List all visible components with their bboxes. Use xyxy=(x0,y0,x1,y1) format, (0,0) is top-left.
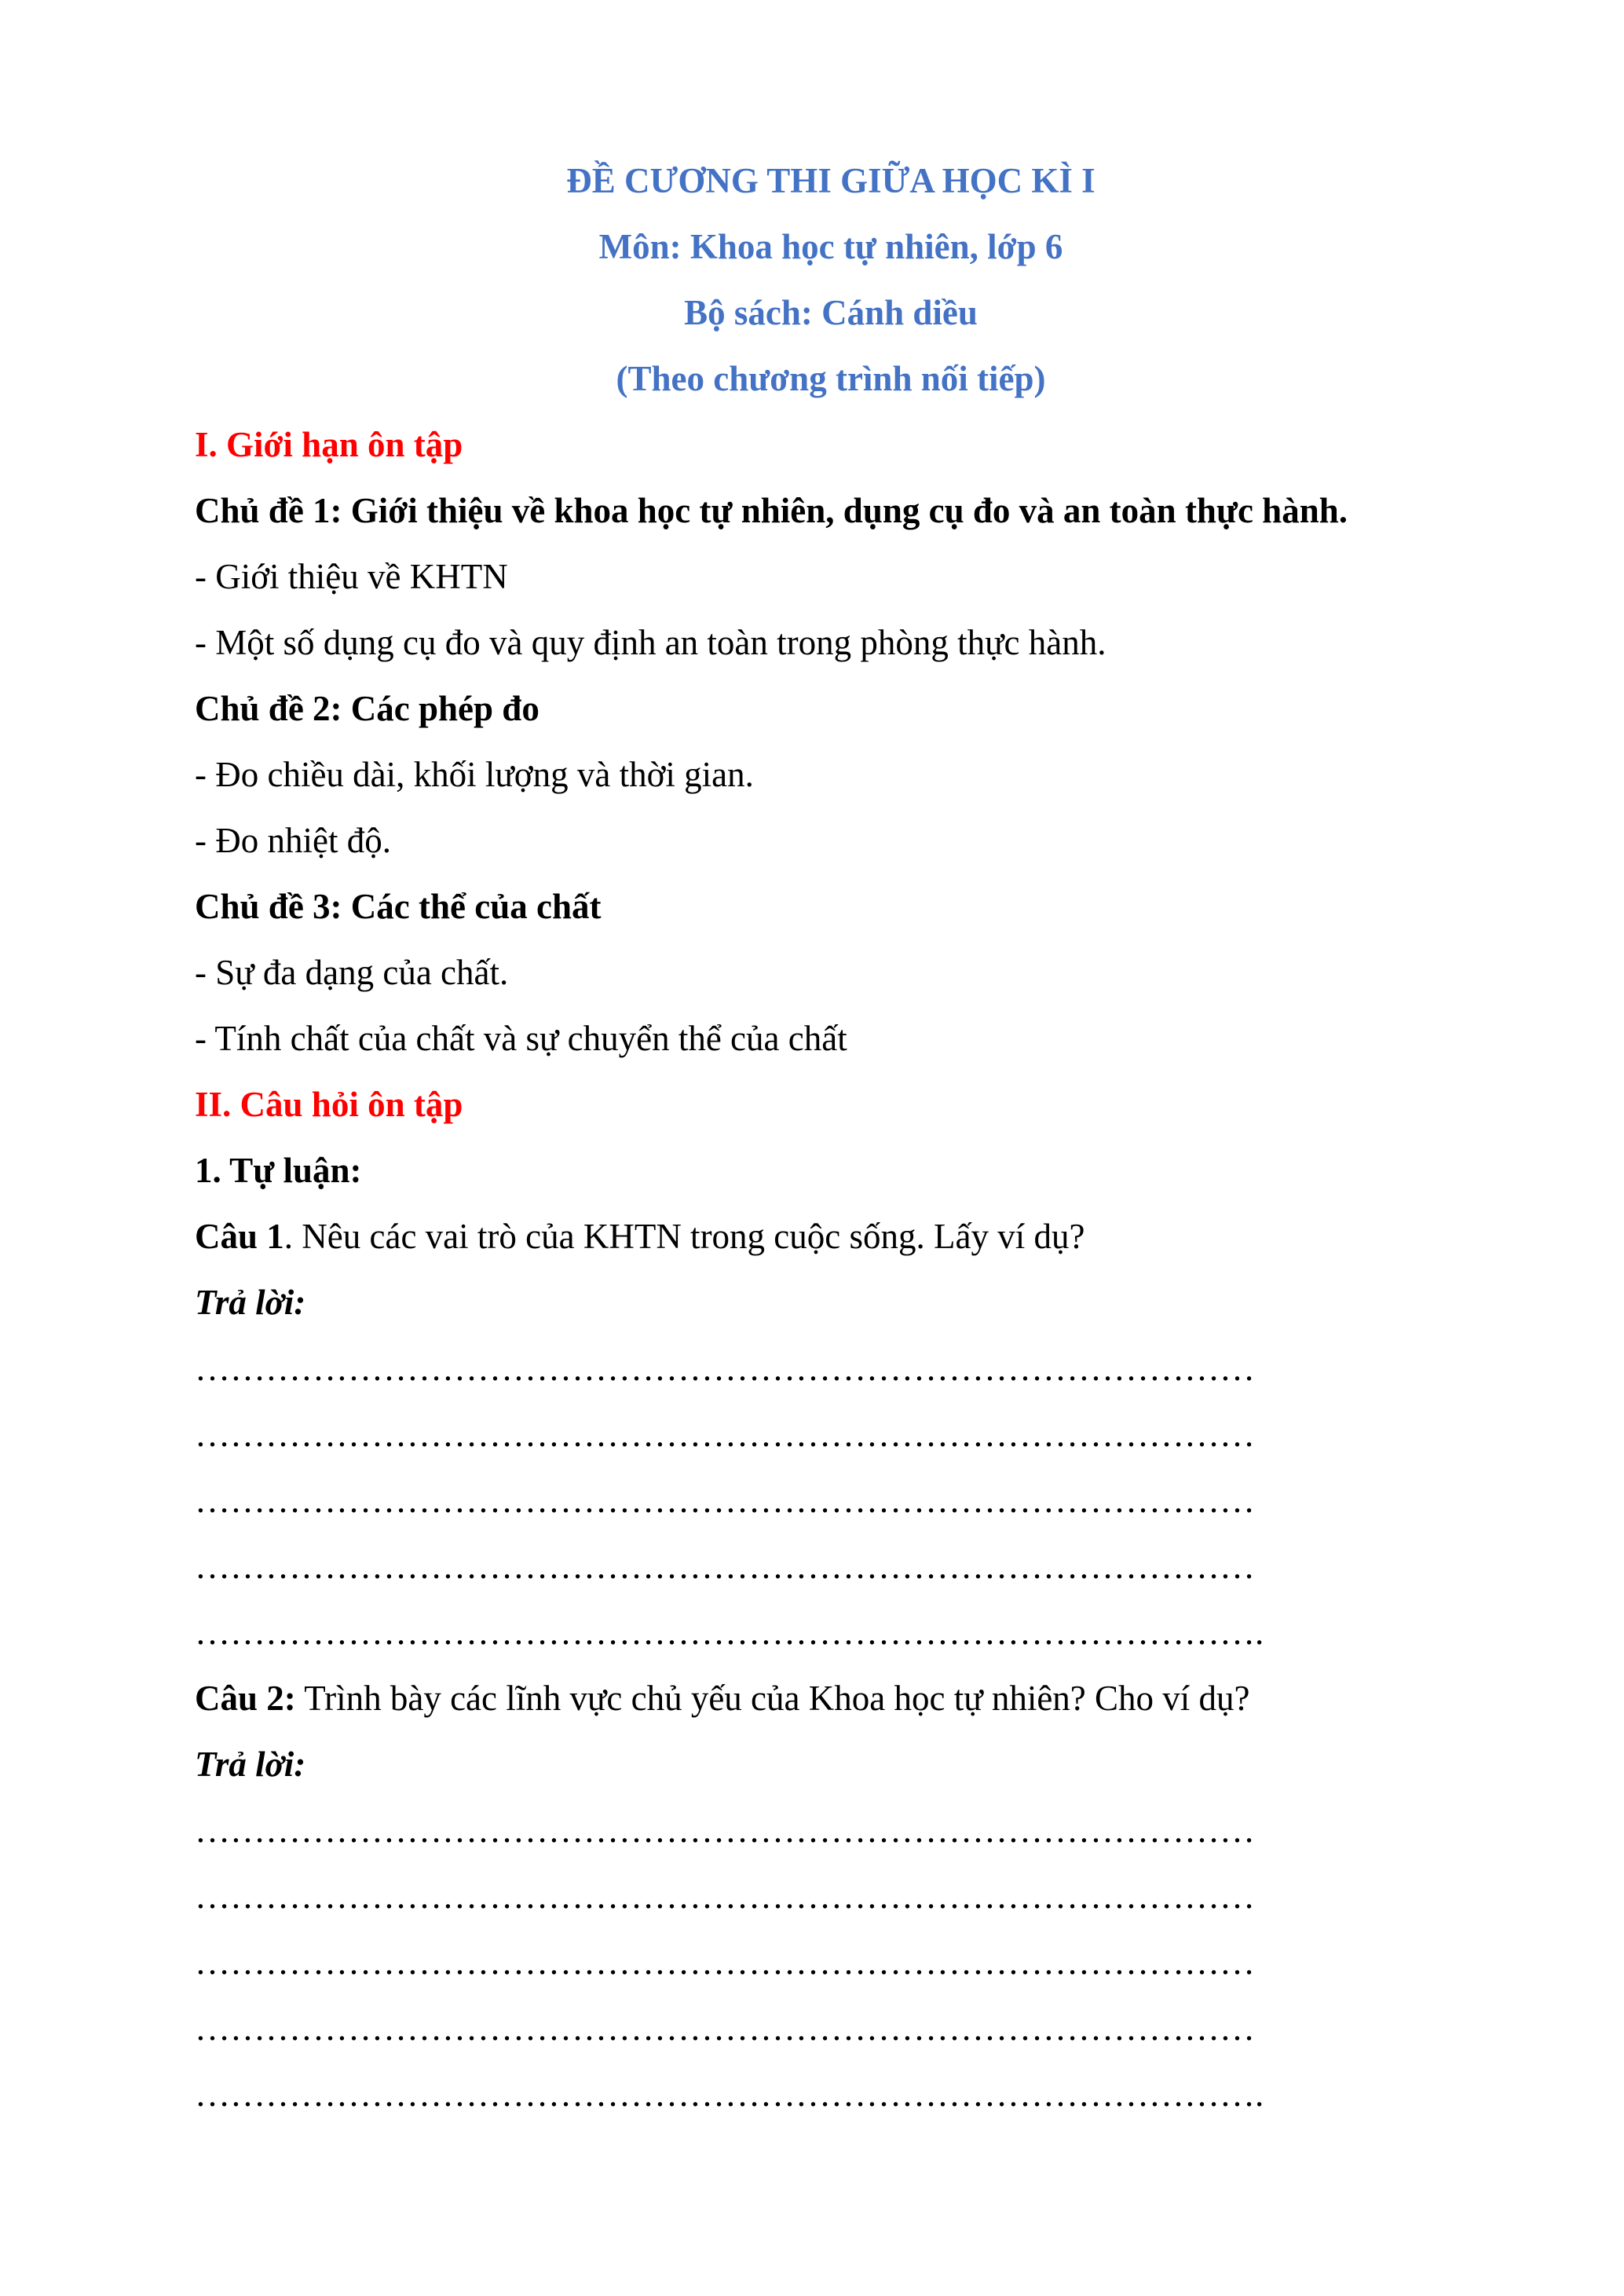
question-2-answer-label: Trả lời: xyxy=(195,1745,306,1784)
topic1-title: Chủ đề 1: Giới thiệu về khoa học tự nhiên, dụng cụ đo và an toàn thực hành. xyxy=(195,491,1348,530)
answer-1-line-2[interactable]: ……………………………………………………………………………… xyxy=(195,1415,1255,1454)
document-content xyxy=(195,148,1467,2127)
answer-2-line-1[interactable]: ……………………………………………………………………………… xyxy=(195,1811,1255,1850)
question-2-text: Trình bày các lĩnh vực chủ yếu của Khoa học tự nhiên? Cho ví dụ? xyxy=(295,1679,1250,1718)
section2-heading: II. Câu hỏi ôn tập xyxy=(195,1085,463,1124)
topic1-item-1: - Giới thiệu về KHTN xyxy=(195,557,508,596)
document-title: ĐỀ CƯƠNG THI GIỮA HỌC KÌ I xyxy=(566,161,1095,200)
topic1-item-2: - Một số dụng cụ đo và quy định an toàn trong phòng thực hành. xyxy=(195,623,1106,662)
answer-1-line-3[interactable]: ……………………………………………………………………………… xyxy=(195,1481,1255,1520)
answer-1-line-1[interactable]: ……………………………………………………………………………… xyxy=(195,1349,1255,1388)
section1-heading: I. Giới hạn ôn tập xyxy=(195,425,463,464)
answer-2-line-5[interactable]: ………………………………………………………………………………. xyxy=(195,2074,1264,2114)
topic3-item-1: - Sự đa dạng của chất. xyxy=(195,953,509,992)
topic2-title: Chủ đề 2: Các phép đo xyxy=(195,689,540,728)
answer-1-line-4[interactable]: ……………………………………………………………………………… xyxy=(195,1547,1255,1586)
topic2-item-2: - Đo nhiệt độ. xyxy=(195,821,391,860)
topic3-item-2: - Tính chất của chất và sự chuyển thể của chất xyxy=(195,1019,847,1058)
question-1-text: . Nêu các vai trò của KHTN trong cuộc sống. Lấy ví dụ? xyxy=(283,1217,1085,1256)
subject-line: Môn: Khoa học tự nhiên, lớp 6 xyxy=(598,227,1063,266)
question-1-answer-label: Trả lời: xyxy=(195,1283,306,1322)
answer-2-line-3[interactable]: ……………………………………………………………………………… xyxy=(195,1943,1255,1982)
program-line: (Theo chương trình nối tiếp) xyxy=(616,359,1046,398)
question-2-label: Câu 2: xyxy=(195,1679,296,1718)
answer-2-line-4[interactable]: ……………………………………………………………………………… xyxy=(195,2009,1255,2048)
topic3-title: Chủ đề 3: Các thể của chất xyxy=(195,887,602,926)
question-1 xyxy=(195,1203,1467,1269)
question-2 xyxy=(195,1665,1467,1731)
topic2-item-1: - Đo chiều dài, khối lượng và thời gian. xyxy=(195,755,754,794)
essay-part-label: 1. Tự luận: xyxy=(195,1151,362,1190)
answer-1-line-5[interactable]: ………………………………………………………………………………. xyxy=(195,1613,1264,1652)
book-line: Bộ sách: Cánh diều xyxy=(684,293,978,332)
question-1-label: Câu 1 xyxy=(195,1217,284,1256)
answer-2-line-2[interactable]: ……………………………………………………………………………… xyxy=(195,1877,1255,1916)
